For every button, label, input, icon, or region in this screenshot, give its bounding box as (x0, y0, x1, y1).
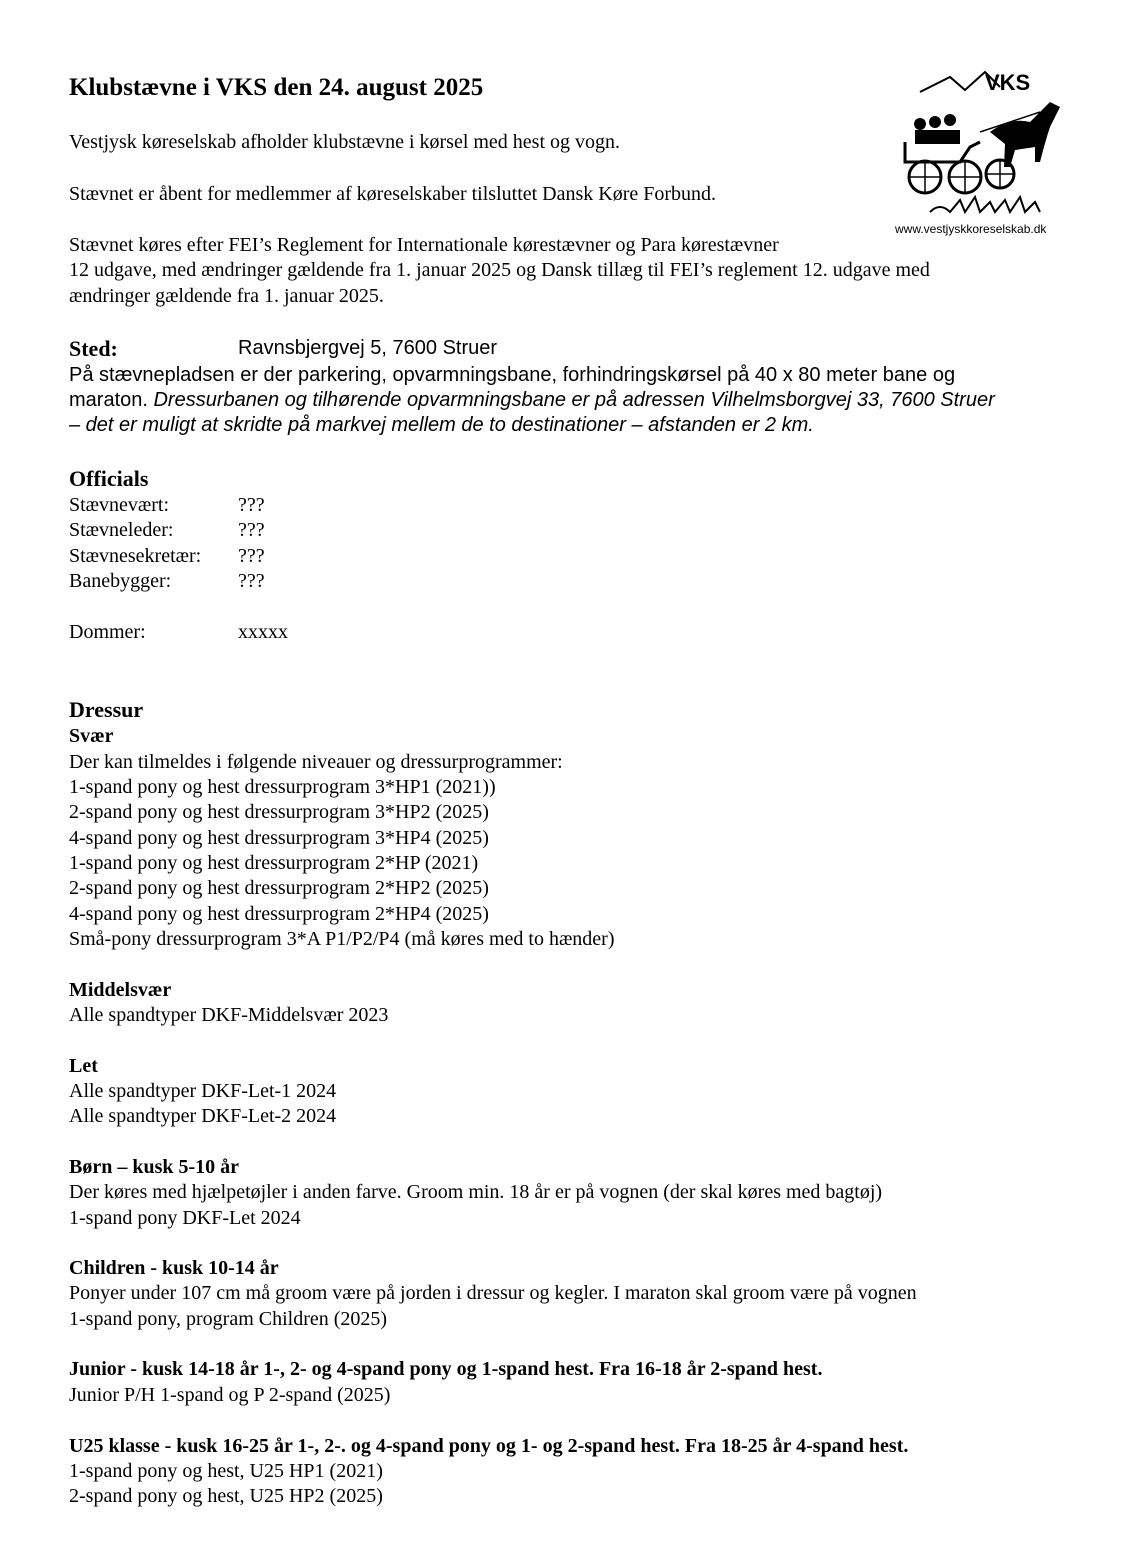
official-role: Stævneleder: (69, 519, 174, 541)
children-line: 1-spand pony, program Children (2025) (69, 1308, 388, 1330)
intro-paragraph-3-line-1: Stævnet køres efter FEI’s Reglement for Internationale kørestævner og Para kørestævner (69, 234, 779, 256)
svaer-line: 4-spand pony og hest dressurprogram 3*HP4 (2025) (69, 827, 489, 849)
vks-logo (890, 62, 1070, 242)
venue-label: Sted: (69, 336, 118, 361)
let-line: Alle spandtyper DKF-Let-2 2024 (69, 1105, 337, 1127)
carriage-logo-icon (890, 62, 1070, 222)
svaer-line: 2-spand pony og hest dressurprogram 3*HP2 (2025) (69, 801, 489, 823)
svaer-line: 1-spand pony og hest dressurprogram 3*HP1 (2021)) (69, 776, 496, 798)
official-role: Banebygger: (69, 570, 172, 592)
logo-text: VKS (985, 70, 1031, 95)
u25-line: 2-spand pony og hest, U25 HP2 (2025) (69, 1485, 383, 1507)
judge-role: Dommer: (69, 621, 146, 643)
venue-address: Ravnsbjergvej 5, 7600 Struer (238, 337, 498, 359)
svaer-heading: Svær (69, 725, 114, 747)
born-line: 1-spand pony DKF-Let 2024 (69, 1207, 301, 1229)
official-name: ??? (238, 519, 265, 541)
born-heading: Børn – kusk 5-10 år (69, 1156, 240, 1178)
venue-line-1: På stævnepladsen er der parkering, opvarmningsbane, forhindringskørsel på 40 x 80 meter bane og (69, 364, 956, 386)
logo-url: www.vestjyskkoreselskab.dk (895, 222, 1047, 236)
let-line: Alle spandtyper DKF-Let-1 2024 (69, 1080, 337, 1102)
official-role: Stævnevært: (69, 494, 170, 516)
officials-heading: Officials (69, 466, 149, 491)
junior-line: Junior P/H 1-spand og P 2-spand (2025) (69, 1384, 391, 1406)
official-role: Stævnesekretær: (69, 545, 202, 567)
children-heading: Children - kusk 10-14 år (69, 1257, 279, 1279)
dressur-heading: Dressur (69, 697, 144, 722)
u25-line: 1-spand pony og hest, U25 HP1 (2021) (69, 1460, 383, 1482)
intro-paragraph-3-line-2: 12 udgave, med ændringer gældende fra 1. januar 2025 og Dansk tillæg til FEI’s reglement 12. udgave med (69, 259, 930, 281)
svaer-line: 4-spand pony og hest dressurprogram 2*HP4 (2025) (69, 903, 489, 925)
page-title: Klubstævne i VKS den 24. august 2025 (69, 74, 484, 101)
middel-heading: Middelsvær (69, 979, 172, 1001)
children-line: Ponyer under 107 cm må groom være på jorden i dressur og kegler. I maraton skal groom være på vognen (69, 1282, 917, 1304)
svaer-line: Små-pony dressurprogram 3*A P1/P2/P4 (må køres med to hænder) (69, 928, 615, 950)
venue-line-2: maraton. Dressurbanen og tilhørende opvarmningsbane er på adressen Vilhelmsborgvej 33, 7600 Struer (69, 389, 995, 411)
official-name: ??? (238, 494, 265, 516)
svaer-line: 1-spand pony og hest dressurprogram 2*HP (2021) (69, 852, 479, 874)
intro-paragraph-2: Stævnet er åbent for medlemmer af køreselskaber tilsluttet Dansk Køre Forbund. (69, 183, 717, 205)
svaer-line: Der kan tilmeldes i følgende niveauer og dressurprogrammer: (69, 751, 563, 773)
official-name: ??? (238, 570, 265, 592)
born-line: Der køres med hjælpetøjler i anden farve. Groom min. 18 år er på vognen (der skal køres med bagtøj) (69, 1181, 883, 1203)
junior-heading: Junior - kusk 14-18 år 1-, 2- og 4-spand pony og 1-spand hest. Fra 16-18 år 2-spand hest. (69, 1358, 823, 1380)
intro-paragraph-1: Vestjysk køreselskab afholder klubstævne i kørsel med hest og vogn. (69, 131, 621, 153)
judge-name: xxxxx (238, 621, 288, 643)
official-name: ??? (238, 545, 265, 567)
svaer-line: 2-spand pony og hest dressurprogram 2*HP2 (2025) (69, 877, 489, 899)
intro-paragraph-3-line-3: ændringer gældende fra 1. januar 2025. (69, 285, 384, 307)
venue-line-3: – det er muligt at skridte på markvej mellem de to destinationer – afstanden er 2 km. (69, 414, 814, 436)
let-heading: Let (69, 1055, 98, 1077)
u25-heading: U25 klasse - kusk 16-25 år 1-, 2-. og 4-spand pony og 1- og 2-spand hest. Fra 18-25 år 4-spand hest. (69, 1435, 909, 1457)
middel-line: Alle spandtyper DKF-Middelsvær 2023 (69, 1004, 389, 1026)
